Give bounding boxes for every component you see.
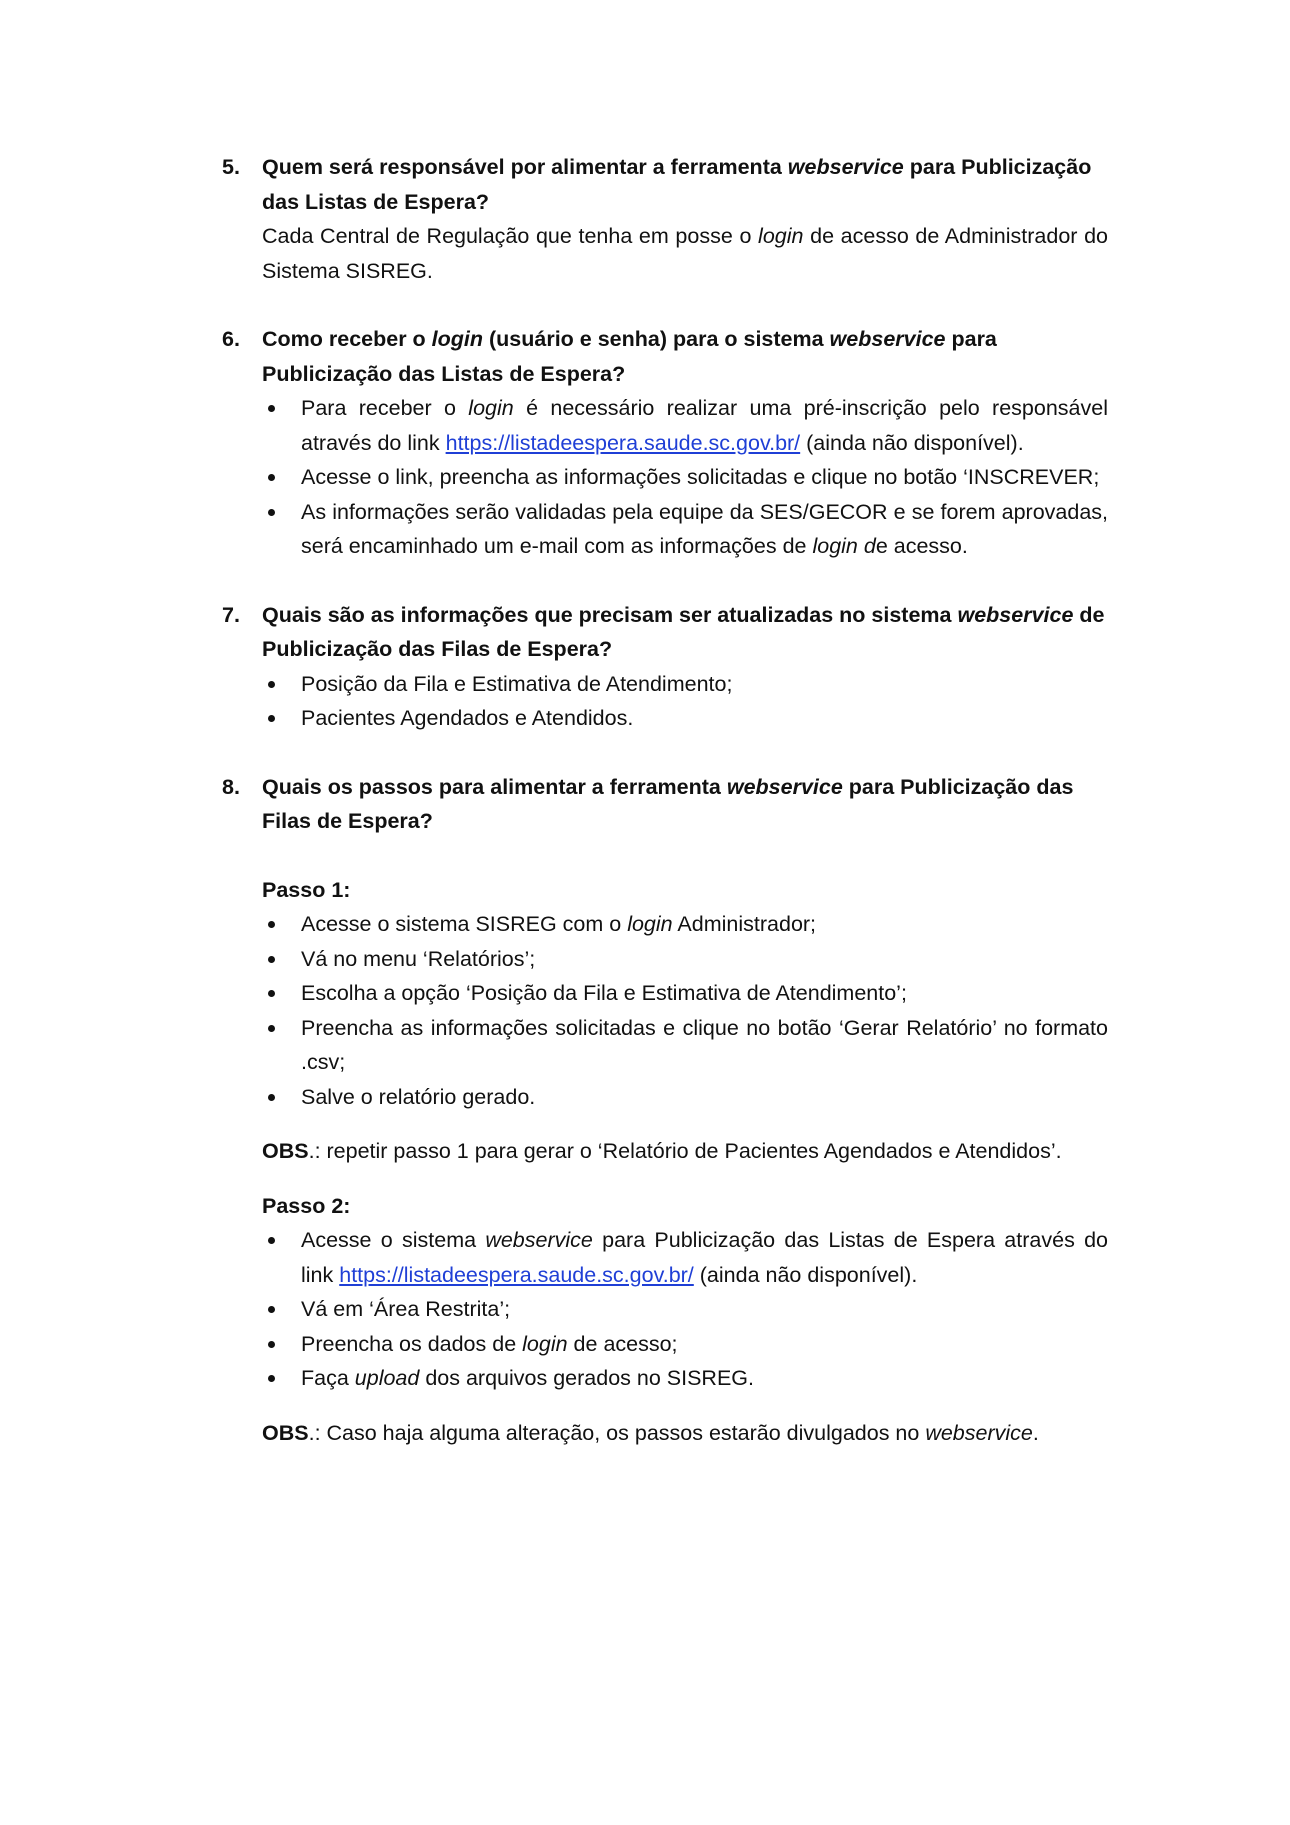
- note-label: OBS: [262, 1139, 309, 1163]
- title-italic: webservice: [787, 155, 904, 179]
- question-6: [222, 322, 1108, 564]
- step-1-heading: Passo 1:: [262, 877, 351, 902]
- question-number: 5.: [222, 155, 240, 179]
- step-1-note: [262, 1134, 1108, 1169]
- list-item: [262, 495, 1108, 564]
- title-text: (usuário e senha) para o sistema: [483, 327, 830, 351]
- question-5: [222, 150, 1108, 288]
- item-text: (ainda não disponível).: [693, 1262, 918, 1287]
- bullet-list: [262, 391, 1108, 564]
- list-item: Posição da Fila e Estimativa de Atendimento;: [262, 667, 1108, 702]
- question-7: [222, 598, 1108, 736]
- item-text: de acesso;: [567, 1331, 678, 1356]
- item-italic: upload: [354, 1366, 420, 1390]
- title-italic: webservice: [829, 327, 946, 351]
- question-number: 7.: [222, 602, 240, 627]
- title-text: Quem será responsável por alimentar a ferramenta: [262, 155, 788, 179]
- document-content: [222, 150, 1108, 1450]
- list-item: Pacientes Agendados e Atendidos.: [262, 701, 1108, 736]
- answer-text: [262, 219, 1108, 288]
- note-italic: webservice: [925, 1420, 1033, 1445]
- note-text: .: [1032, 1420, 1039, 1445]
- title-text: Quais são as informações que precisam ser atualizadas no sistema: [262, 602, 958, 627]
- title-italic: login: [431, 327, 484, 351]
- note-text: .: Caso haja alguma alteração, os passos estarão divulgados no: [308, 1420, 926, 1445]
- list-item: [262, 907, 1108, 942]
- waitlist-link[interactable]: https://listadeespera.saude.sc.gov.br/: [339, 1262, 694, 1287]
- item-italic: login: [627, 912, 673, 936]
- list-item: Acesse o link, preencha as informações solicitadas e clique no botão ‘INSCREVER;: [262, 460, 1108, 495]
- item-text: Preencha os dados de: [301, 1331, 523, 1356]
- item-text: Acesse o sistema: [301, 1228, 486, 1252]
- title-text: para Publicização das Listas de Espera?: [262, 155, 1092, 214]
- item-text: é necessário realizar uma pré-inscrição pelo responsável através do link: [301, 396, 1108, 455]
- question-number: 6.: [222, 327, 240, 351]
- question-title: [262, 598, 1108, 667]
- list-item: [262, 1361, 1108, 1396]
- title-text: Quais os passos para alimentar a ferramenta: [262, 774, 727, 799]
- question-title: [262, 770, 1108, 839]
- list-item: [262, 1223, 1108, 1292]
- answer-part: Cada Central de Regulação que tenha em posse o: [262, 224, 759, 248]
- answer-part: de acesso de Administrador do Sistema SISREG.: [262, 224, 1108, 283]
- item-text: (ainda não disponível).: [800, 430, 1024, 455]
- title-text: para Publicização das Filas de Espera?: [262, 774, 1074, 833]
- step-2-heading: Passo 2:: [262, 1193, 351, 1218]
- title-text: para Publicização das Listas de Espera?: [262, 327, 997, 386]
- list-item: Vá em ‘Área Restrita’;: [262, 1292, 1108, 1327]
- title-text: de Publicização das Filas de Espera?: [262, 602, 1105, 661]
- item-text: dos arquivos gerados no SISREG.: [419, 1366, 754, 1390]
- list-item: Salve o relatório gerado.: [262, 1080, 1108, 1115]
- item-italic: login d: [812, 534, 876, 558]
- question-8: [222, 770, 1108, 1451]
- item-text: Acesse o sistema SISREG com o: [301, 912, 628, 936]
- item-text: Faça: [301, 1366, 355, 1390]
- question-title: [262, 150, 1108, 219]
- item-italic: webservice: [485, 1228, 593, 1252]
- list-item: Vá no menu ‘Relatórios’;: [262, 942, 1108, 977]
- step-2-note: [262, 1416, 1108, 1451]
- item-text: Administrador;: [672, 912, 817, 936]
- title-italic: webservice: [957, 602, 1074, 627]
- answer-italic: login: [758, 224, 804, 248]
- note-text: .: repetir passo 1 para gerar o ‘Relatório de Pacientes Agendados e Atendidos’.: [308, 1139, 1062, 1163]
- bullet-list: [262, 667, 1108, 736]
- title-italic: webservice: [726, 774, 843, 799]
- item-text: para Publicização das Listas de Espera através do link: [301, 1228, 1108, 1287]
- step-1-list: [262, 907, 1108, 1114]
- item-italic: login: [468, 396, 514, 420]
- list-item: Preencha as informações solicitadas e clique no botão ‘Gerar Relatório’ no formato .csv;: [262, 1011, 1108, 1080]
- question-number: 8.: [222, 774, 240, 799]
- item-text: Para receber o: [301, 396, 469, 420]
- list-item: [262, 391, 1108, 460]
- item-text: e acesso.: [875, 534, 968, 558]
- title-text: Como receber o: [262, 327, 432, 351]
- waitlist-link[interactable]: https://listadeespera.saude.sc.gov.br/: [445, 430, 801, 455]
- list-item: [262, 1327, 1108, 1362]
- note-label: OBS: [262, 1420, 309, 1445]
- list-item: Escolha a opção ‘Posição da Fila e Estimativa de Atendimento’;: [262, 976, 1108, 1011]
- step-2-list: [262, 1223, 1108, 1396]
- item-italic: login: [522, 1331, 568, 1356]
- question-title: [262, 322, 1108, 391]
- item-text: As informações serão validadas pela equipe da SES/GECOR e se forem aprovadas, será encaminhado um e-mail com as informações de: [301, 499, 1108, 558]
